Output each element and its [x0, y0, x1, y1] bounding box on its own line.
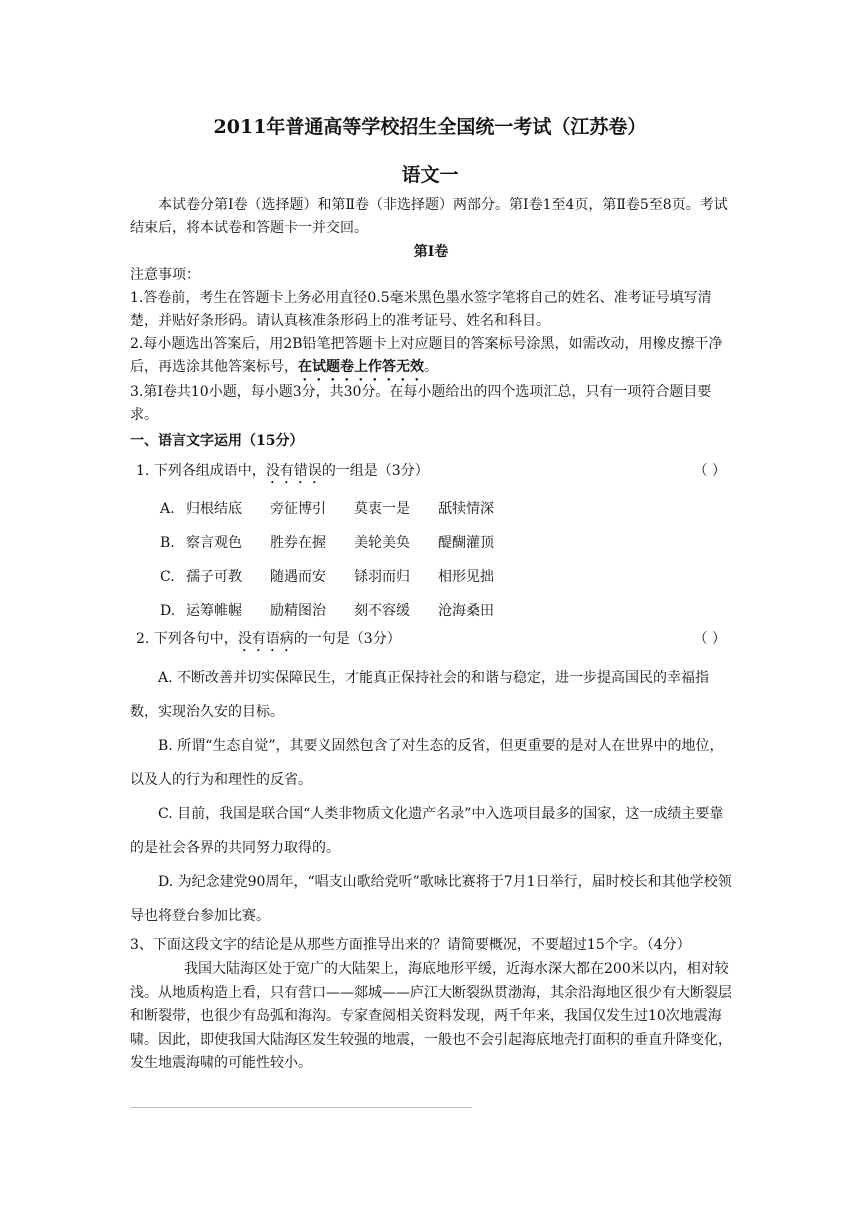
note-item-2-text: 2.每小题选出答案后，用2B铅笔把答题卡上对应题目的答案标号涂黑，如需改动，用橡皮擦干净后，再选涂其他答案标号，: [130, 336, 723, 375]
option-item: 莫衷一是: [354, 501, 410, 517]
question-2: [136, 628, 732, 655]
option-item: 归根结底: [186, 501, 242, 517]
option-item: 美轮美奂: [354, 535, 410, 551]
question-3-prompt: 3、下面这段文字的结论是从那些方面推导出来的？请简要概况，不要超过15个字。（4分）: [130, 937, 691, 953]
question-2-option-d[interactable]: [130, 865, 732, 933]
answer-blank-1[interactable]: （ ）: [693, 463, 726, 479]
option-text: D. 为纪念建党90周年，“唱支山歌给党听”歌咏比赛将于7月1日举行，届时校长和其他学校领导也将登台参加比赛。: [130, 874, 732, 924]
option-item: 沧海桑田: [438, 603, 494, 619]
question-1-prefix: 1. 下列各组成语中，: [136, 463, 266, 479]
page-subtitle: 语文一: [401, 164, 459, 186]
option-item: 察言观色: [186, 535, 242, 551]
option-text: A. 不断改善并切实保障民生，才能真正保持社会的和谐与稳定，进一步提高国民的幸福指数，实现治久安的目标。: [130, 670, 710, 720]
option-letter: A.: [160, 501, 175, 517]
question-1-options: [160, 492, 522, 628]
question-2-option-c[interactable]: [130, 797, 732, 865]
option-row-d[interactable]: [160, 594, 522, 628]
option-item: 运筹帷幄: [186, 603, 242, 619]
question-2-emphasis: 没有语病: [237, 631, 294, 647]
footnote-divider: [130, 1107, 472, 1108]
option-item: 铩羽而归: [354, 569, 410, 585]
question-2-option-b[interactable]: [130, 729, 732, 797]
question-3-passage: 我国大陆海区处于宽广的大陆架上，海底地形平缓，近海水深大都在200米以内，相对较浅。从地质构造上看，只有营口——郯城——庐江大断裂纵贯渤海，其余沿海地区很少有大断裂层和断裂带，也很少有岛弧和海沟。专家查阅相关资料发现，两千年来，我国仅发生过10次地震海啸。因此，即使我国大陆海区发生较强的地震，一般也不会引起海底地壳打面积的垂直升降变化，发生地震海啸的可能性较小。: [130, 961, 732, 1071]
note-item-3: 3.第Ⅰ卷共10小题，每小题3分，共30分。在每小题给出的四个选项汇总，只有一项符合题目要求。: [130, 384, 712, 423]
option-item: 孺子可教: [186, 569, 242, 585]
question-1-emphasis: 没有错误: [265, 463, 322, 479]
option-item: 醍醐灌顶: [438, 535, 494, 551]
option-text: C. 目前，我国是联合国“人类非物质文化遗产名录”中入选项目最多的国家，这一成绩主要靠的是社会各界的共同努力取得的。: [130, 806, 724, 856]
option-row-a[interactable]: [160, 492, 522, 526]
option-item: 旁征博引: [270, 501, 326, 517]
option-item: 胜券在握: [270, 535, 326, 551]
note-item-2-emphasis: 在试题卷上作答无效: [298, 359, 424, 375]
question-2-option-a[interactable]: [130, 661, 732, 729]
intro-paragraph: 本试卷分第Ⅰ卷（选择题）和第Ⅱ卷（非选择题）两部分。第Ⅰ卷1至4页，第Ⅱ卷5至8页。考试结束后，将本试卷和答题卡一并交回。: [130, 197, 728, 236]
note-item-1: 1.答卷前，考生在答题卡上务必用直径0.5毫米黑色墨水签字笔将自己的姓名、准考证号填写清楚，并贴好条形码。请认真核准条形码上的准考证号、姓名和科目。: [130, 290, 712, 329]
page-title: 2011年普通高等学校招生全国统一考试（江苏卷）: [213, 116, 647, 138]
question-1: [136, 460, 732, 487]
option-item: 相形见拙: [438, 569, 494, 585]
option-item: 刻不容缓: [354, 603, 410, 619]
part1-heading: 一、语言文字运用（15分）: [130, 433, 304, 449]
question-2-prefix: 2. 下列各句中，: [136, 631, 238, 647]
option-letter: D.: [160, 603, 176, 619]
notes-heading: 注意事项：: [130, 267, 200, 283]
option-text: B. 所谓“生态自觉”，其要义固然包含了对生态的反省，但更重要的是对人在世界中的地位，以及人的行为和理性的反省。: [130, 738, 724, 788]
answer-blank-2[interactable]: （ ）: [693, 631, 726, 647]
note-item-2-end: 。: [424, 359, 438, 375]
option-row-b[interactable]: [160, 526, 522, 560]
note-item-2: [130, 333, 732, 384]
option-item: 随遇而安: [270, 569, 326, 585]
option-letter: C.: [160, 569, 175, 585]
option-item: 励精图治: [270, 603, 326, 619]
option-letter: B.: [160, 535, 175, 551]
option-row-c[interactable]: [160, 560, 522, 594]
question-1-suffix: 的一组是（3分）: [321, 463, 429, 479]
option-item: 舐犊情深: [438, 501, 494, 517]
section-label: 第Ⅰ卷: [413, 244, 449, 260]
question-2-suffix: 的一句是（3分）: [293, 631, 401, 647]
